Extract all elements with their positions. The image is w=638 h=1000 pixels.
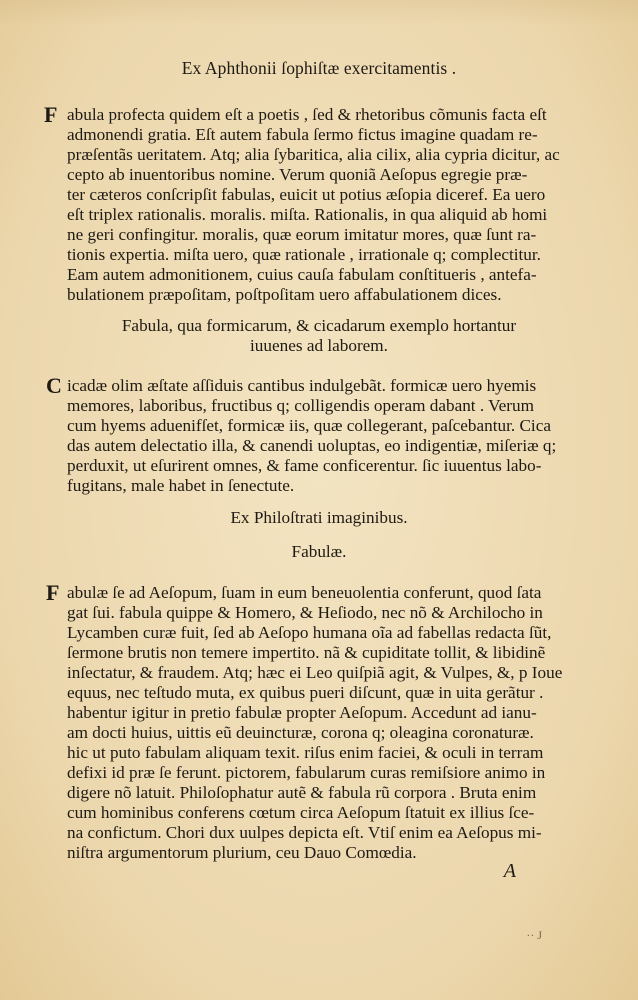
- text-line: eſt triplex rationalis. moralis. miſta. Rationalis, in qua aliquid ab homi: [67, 205, 548, 224]
- text-line: Lycamben curæ fuit, ſed ab Aeſopo humana oĩa ad fabellas redacta ſũt,: [67, 623, 552, 642]
- text-line: cepto ab inuentoribus nomine. Verum quoniã Aeſopus egregie præ-: [67, 165, 528, 184]
- text-line: admonendi gratia. Eſt autem fabula ſermo fictus imagine quadam re-: [67, 125, 538, 144]
- fable-title-line: iuuenes ad laborem.: [250, 336, 388, 355]
- text-line: perduxit, ut eſurirent omnes, & fame conficerentur. ſic iuuentus labo-: [67, 456, 542, 475]
- text-line: na confictum. Chori dux uulpes depicta eſt. Vtiſ enim ea Aeſopus mi-: [67, 823, 542, 842]
- text-line: tionis expertia. miſta uero, quæ rationale , irrationale q; complectitur.: [67, 245, 541, 264]
- text-line: bulationem præpoſitam, poſtpoſitam uero affabulationem dices.: [67, 285, 502, 304]
- text-line: ter cæteros conſcripſit fabulas, euicit ut potius æſopia diceref. Ea uero: [67, 185, 546, 204]
- signature-mark: A: [503, 860, 516, 882]
- drop-initial: F: [46, 580, 60, 605]
- text-line: am docti huius, uittis eũ deuincturæ, corona q; oleagina coronaturæ.: [67, 723, 534, 742]
- text-line: abula profecta quidem eſt a poetis , ſed & rhetoribus cõmunis facta eſt: [67, 105, 547, 124]
- text-line: equus, nec teſtudo muta, ex quibus pueri diſcunt, quæ in uita gerãtur .: [67, 683, 544, 702]
- top-bleed-shadow: [0, 0, 638, 26]
- text-line: digere nõ latuit. Philoſophatur autẽ & fabula rũ corpora . Bruta enim: [67, 783, 537, 802]
- text-line: hic ut puto fabulam aliquam texit. riſus enim faciei, & oculi in terram: [67, 743, 544, 762]
- fable-title-line: Fabula, qua formicarum, & cicadarum exemplo hortantur: [121, 316, 517, 335]
- section-heading: Fabulæ.: [291, 542, 347, 561]
- text-line: cum hominibus conferens cœtum circa Aeſopum ſtatuit ex illius ſce-: [67, 803, 535, 822]
- text-line: ſermone brutis non temere impertito. nã & cupiditate tollit, & libidinẽ: [67, 643, 546, 662]
- text-line: niſtra argumentorum plurium, ceu Dauo Comœdia.: [67, 843, 417, 862]
- text-line: inſectatur, & fraudem. Atq; hæc ei Leo quiſpiã agit, & Vulpes, &, p Ioue: [67, 663, 563, 682]
- text-line: defixi id præ ſe ferunt. pictorem, fabularum curas remiſsiore animo in: [67, 763, 546, 782]
- text-line: cum hyems aduenifſet, formicæ iis, quæ collegerant, paſcebantur. Cica: [67, 416, 551, 435]
- text-line: Eam autem admonitionem, cuius cauſa fabulam conſtitueris , antefa-: [67, 265, 537, 284]
- text-line: abulæ ſe ad Aeſopum, ſuam in eum beneuolentia conferunt, quod ſata: [67, 583, 542, 602]
- text-line: ne geri confingitur. moralis, quæ eorum imitatur mores, quæ ſunt ra-: [67, 225, 537, 244]
- text-line: das autem delectatio illa, & canendi uoluptas, eo indigentiæ, miſeriæ q;: [67, 436, 557, 455]
- text-line: memores, laboribus, fructibus q; colligendis operam dabant . Verum: [67, 396, 534, 415]
- text-line: præſentãs ueritatem. Atq; alia ſybaritica, alia cilix, alia cypria dicitur, ac: [67, 145, 560, 164]
- edge-mark: ·· J: [526, 928, 542, 942]
- text-line: fugitans, male habet in ſenectute.: [67, 476, 295, 495]
- drop-initial: C: [46, 373, 62, 398]
- text-line: gat ſui. fabula quippe & Homero, & Heſiodo, nec nõ & Archilocho in: [67, 603, 543, 622]
- text-line: habentur igitur in pretio fabulæ propter Aeſopum. Accedunt ad ianu-: [67, 703, 537, 722]
- drop-initial: F: [44, 102, 58, 127]
- section-heading: Ex Philoſtrati imaginibus.: [230, 508, 408, 527]
- text-line: icadæ olim æſtate aſſiduis cantibus indulgebãt. formicæ uero hyemis: [67, 376, 537, 395]
- running-head: Ex Aphthonii ſophiſtæ exercitamentis .: [181, 58, 457, 78]
